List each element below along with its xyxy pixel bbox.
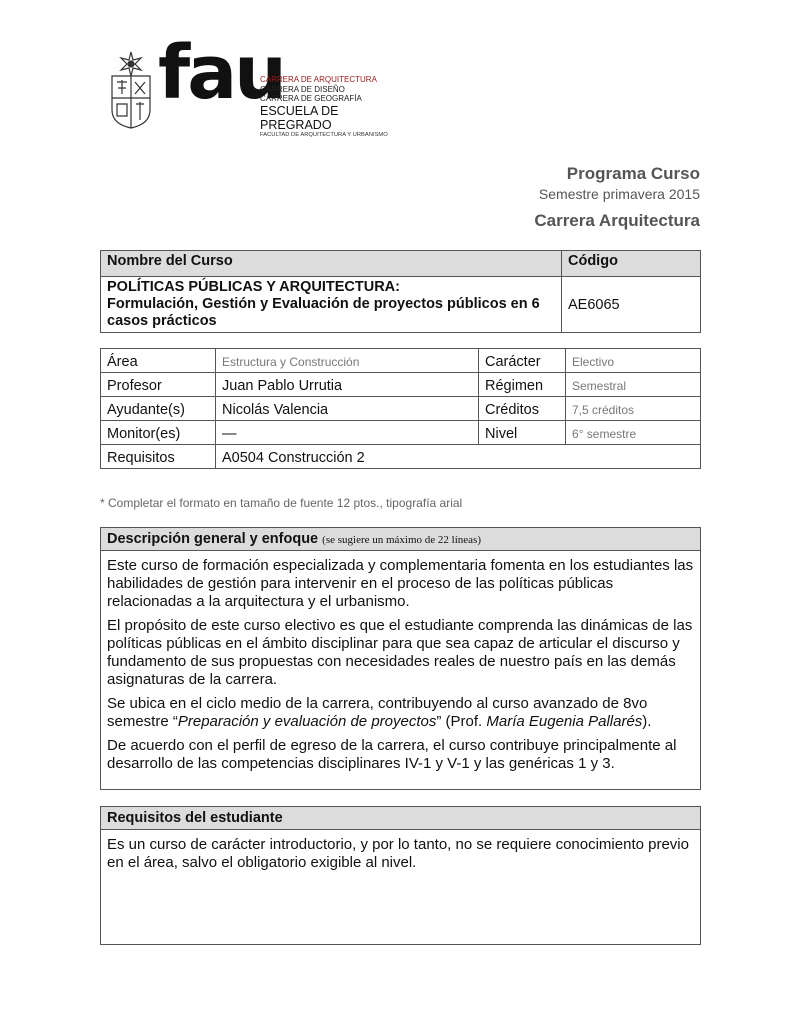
format-note: * Completar el formato en tamaño de fuente 12 ptos., tipografía arial [100,496,463,510]
description-body [101,551,700,773]
regimen-label: Régimen [479,373,566,397]
logo-school: ESCUELA DE PREGRADO [260,103,339,132]
ayudante-value: Nicolás Valencia [216,397,479,421]
p3-text-b: ” (Prof. [436,713,487,730]
p3-course-reference: Preparación y evaluación de proyectos [177,713,437,730]
requirements-title: Requisitos del estudiante [107,810,283,826]
profesor-value: Juan Pablo Urrutia [216,373,479,397]
logo-line-arquitectura: CARRERA DE ARQUITECTURA [260,75,377,84]
university-seal-icon [108,50,154,130]
table-row [101,445,701,469]
table-row [101,349,701,373]
career-title: Carrera Arquitectura [534,211,700,230]
course-info-table [100,348,701,469]
caracter-value: Electivo [566,349,701,373]
requisitos-label: Requisitos [101,445,216,469]
creditos-label: Créditos [479,397,566,421]
description-title: Descripción general y enfoque [107,531,319,547]
course-name-header: Nombre del Curso [101,251,562,277]
description-paragraph-3 [107,695,694,731]
requisitos-value: A0504 Construcción 2 [216,445,701,469]
area-label: Área [101,349,216,373]
table-row [101,373,701,397]
regimen-value: Semestral [566,373,701,397]
p3-professor-name: María Eugenia Pallarés [486,713,643,730]
area-value: Estructura y Construcción [216,349,479,373]
fau-logo [108,30,408,138]
requirements-body [101,830,700,872]
course-code-header: Código [562,251,701,277]
page-title: Programa Curso [566,164,700,183]
nivel-label: Nivel [479,421,566,445]
table-row [101,421,701,445]
monitor-label: Monitor(es) [101,421,216,445]
course-name-line1: POLÍTICAS PÚBLICAS Y ARQUITECTURA: [107,279,400,295]
logo-text [260,75,408,139]
p3-text-c: ). [642,713,652,730]
requirements-section [100,806,701,945]
logo-faculty: FACULTAD DE ARQUITECTURA Y URBANISMO [260,131,388,138]
logo-line-diseno: CARRERA DE DISEÑO [260,84,345,94]
monitor-value: — [216,421,479,445]
description-header [101,528,700,551]
description-section [100,527,701,790]
course-name-line2: Formulación, Gestión y Evaluación de proyectos públicos en 6 casos prácticos [107,296,540,329]
description-paragraph-4: De acuerdo con el perfil de egreso de la carrera, el curso contribuye principalmente al desarrollo de las competencias disciplinares IV-1 y V-1 y las genéricas 1 y 3. [107,737,677,772]
p3-text-a: Se ubica en el ciclo medio de la carrera, contribuyendo al curso avanzado de 8vo semestre “ [107,695,648,730]
course-name-cell [101,277,562,333]
caracter-label: Carácter [479,349,566,373]
requirements-header [101,807,700,830]
logo-line-geografia: CARRERA DE GEOGRAFÍA [260,94,362,104]
semester-subtitle: Semestre primavera 2015 [538,186,700,202]
requirements-text: Es un curso de carácter introductorio, y por lo tanto, no se requiere conocimiento previo en el área, salvo el obligatorio exigible al nivel. [107,836,689,871]
fau-wordmark: fau [158,30,284,116]
course-table [100,250,701,333]
description-paragraph-2: El propósito de este curso electivo es que el estudiante comprenda las dinámicas de las políticas públicas en el ámbito disciplinar para que sea capaz de articular el discurso y fundamento de sus propuestas con necesidades reales de nuestro país en las demás asignaturas de la carrera. [107,617,693,688]
course-code: AE6065 [562,277,701,333]
nivel-value: 6° semestre [566,421,701,445]
description-paragraph-1: Este curso de formación especializada y complementaria fomenta en los estudiantes las habilidades de gestión para intervenir en el proceso de las políticas públicas relacionadas a la arquitectura y el urbanismo. [107,557,694,610]
ayudante-label: Ayudante(s) [101,397,216,421]
description-hint: (se sugiere un máximo de 22 líneas) [322,534,482,546]
creditos-value: 7,5 créditos [566,397,701,421]
profesor-label: Profesor [101,373,216,397]
table-row [101,397,701,421]
